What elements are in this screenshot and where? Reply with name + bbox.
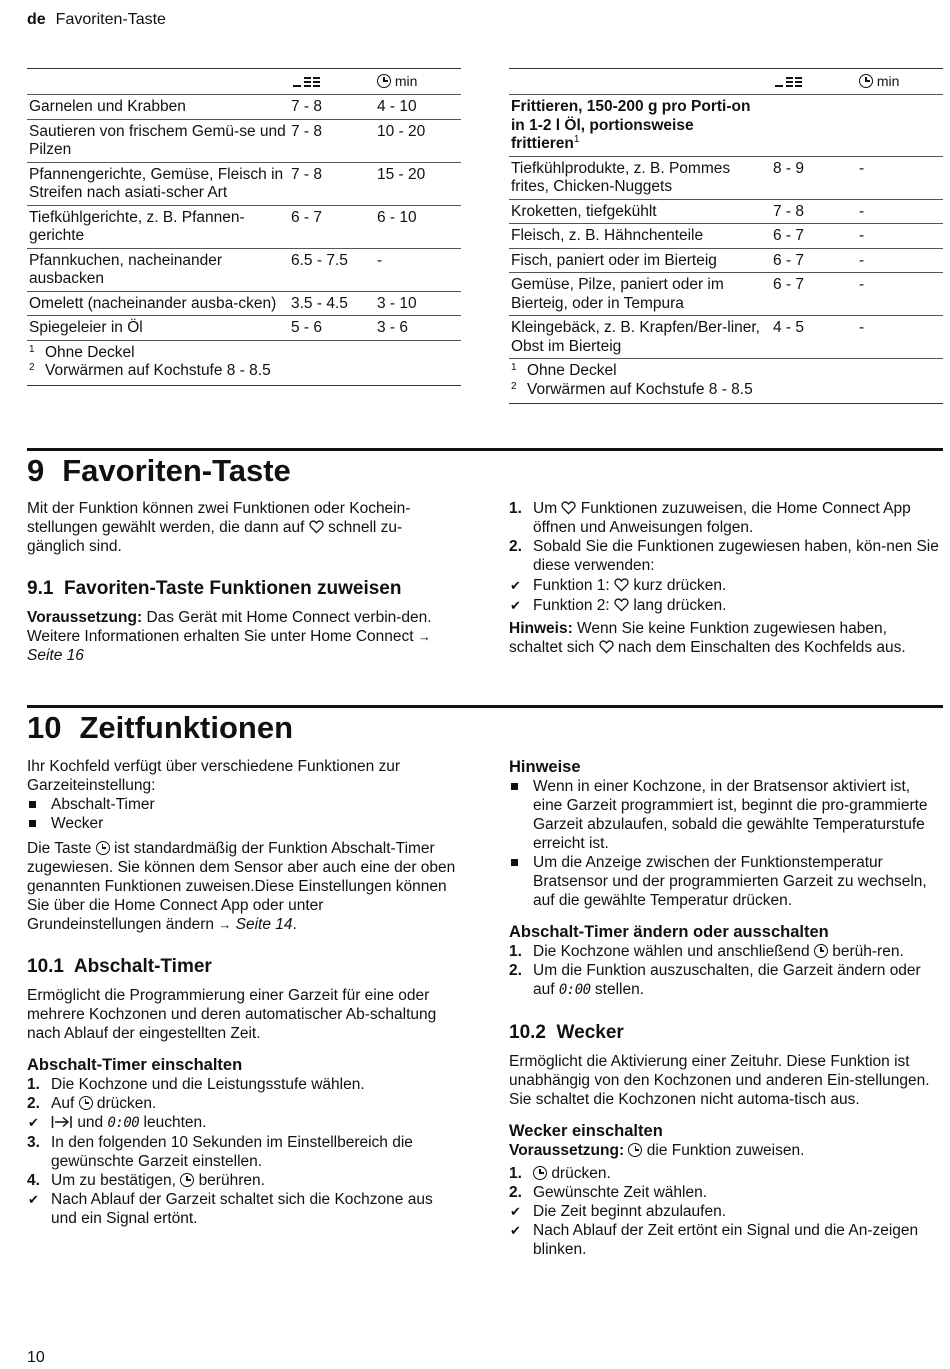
- table-cell-time: 4 - 10: [375, 95, 461, 120]
- list-item: Wecker: [27, 814, 459, 833]
- running-header: [27, 10, 166, 29]
- list-item: 1. Die Kochzone wählen und anschließend berüh-ren.: [509, 943, 904, 960]
- subsection-heading-10-1: 10.1 Abschalt-Timer: [27, 956, 212, 977]
- footnote-text: Vorwärmen auf Kochstufe 8 - 8.5: [527, 380, 753, 398]
- table-group-heading: Frittieren, 150-200 g pro Porti-on in 1-2 l Öl, portionsweise frittieren$^1$: [509, 95, 943, 157]
- table-cell-time: -: [857, 156, 943, 199]
- table-cell-food: Spiegeleier in Öl: [27, 316, 289, 341]
- heat-level-icon: [773, 75, 805, 89]
- wecker-steps: [509, 1164, 941, 1259]
- clock-icon: [814, 944, 828, 958]
- table-cell-time: 6 - 10: [375, 205, 461, 248]
- table-row: [509, 199, 943, 224]
- list-item: Um die Anzeige zwischen der Funktionstemperatur Bratsensor und der programmierten Garzeit zu wechseln, auf die gewählte Temperatur drücken.: [509, 853, 941, 910]
- clock-icon: [377, 74, 391, 88]
- heading-wecker-on: Wecker einschalten: [509, 1122, 663, 1140]
- subsection-heading-10-2: 10.2 Wecker: [509, 1022, 624, 1043]
- sec9-left-column: [27, 499, 459, 665]
- sec10-bullets: [27, 795, 459, 833]
- check-icon: ✔: [510, 578, 521, 593]
- hints-heading: Hinweise: [509, 758, 581, 776]
- list-item: ✔ Nach Ablauf der Zeit ertönt ein Signal und die An-zeigen blinken.: [510, 1222, 919, 1258]
- table-cell-food: Fleisch, z. B. Hähnchenteile: [509, 224, 771, 249]
- heart-icon: [599, 640, 614, 654]
- list-item: Abschalt-Timer: [27, 795, 459, 814]
- table-cell-food: Sautieren von frischem Gemü-se und Pilzen: [27, 119, 289, 162]
- heat-level-icon: [291, 75, 323, 89]
- sec9-note: Hinweis: Wenn Sie keine Funktion zugewiesen haben, schaltet sich nach dem Einschalten des Kochfelds aus.: [509, 620, 906, 656]
- page-number: 10: [27, 1349, 45, 1366]
- table-cell-food: Fisch, paniert oder im Bierteig: [509, 248, 771, 273]
- table-cell-food: Pfannkuchen, nacheinander ausbacken: [27, 248, 289, 291]
- table-cell-level: 7 - 8: [289, 95, 375, 120]
- table-row: [509, 248, 943, 273]
- table-cell-level: 7 - 8: [289, 119, 375, 162]
- language-code: de: [27, 11, 46, 28]
- table-row: [27, 95, 461, 120]
- table-cell-food: Garnelen und Krabben: [27, 95, 289, 120]
- check-icon: ✔: [510, 598, 521, 613]
- table-cell-time: 3 - 10: [375, 291, 461, 316]
- table-cell-level: 5 - 6: [289, 316, 375, 341]
- clock-icon: [533, 1166, 547, 1180]
- table-row: [27, 291, 461, 316]
- display-digits: 0:00: [107, 1115, 140, 1131]
- table-cell-time: -: [857, 199, 943, 224]
- clock-icon: [180, 1173, 194, 1187]
- cooking-table-left: [27, 68, 461, 386]
- table-row: [509, 316, 943, 359]
- table-cell-food: Tiefkühlprodukte, z. B. Pommes frites, Chicken-Nuggets: [509, 156, 771, 199]
- arrow-right-icon: →: [218, 917, 232, 932]
- time-unit: min: [876, 73, 900, 89]
- list-item: 2. Um die Funktion auszuschalten, die Garzeit ändern oder auf 0:00 stellen.: [509, 962, 921, 998]
- arrow-right-icon: →: [417, 629, 431, 644]
- section-heading-10: 10 Zeitfunktionen: [27, 710, 294, 745]
- clock-icon: [628, 1143, 642, 1157]
- timer-arrow-icon: [51, 1115, 73, 1129]
- list-item: ✔ Nach Ablauf der Garzeit schaltet sich die Kochzone aus und ein Signal ertönt.: [28, 1191, 433, 1227]
- sec9-precondition: Voraussetzung: Das Gerät mit Home Connect verbin-den. Weitere Informationen erhalten Sie unter Home Connect → Seite 16: [27, 609, 432, 664]
- heart-icon: [614, 578, 629, 592]
- check-icon: ✔: [510, 1204, 521, 1219]
- heading-timer-change: Abschalt-Timer ändern oder ausschalten: [509, 923, 829, 941]
- table-cell-level: 6 - 7: [771, 224, 857, 249]
- page-reference[interactable]: Seite 14: [235, 916, 293, 933]
- subsection-heading-9-1: 9.1 Favoriten-Taste Funktionen zuweisen: [27, 578, 402, 599]
- cooking-table-right: [509, 68, 943, 404]
- table-row: [27, 162, 461, 205]
- table-row: [27, 205, 461, 248]
- table-row: [27, 248, 461, 291]
- table-cell-level: 3.5 - 4.5: [289, 291, 375, 316]
- table-cell-time: -: [857, 316, 943, 359]
- clock-icon: [96, 841, 110, 855]
- list-item: 3. In den folgenden 10 Sekunden im Einstellbereich die gewünschte Garzeit einstellen.: [27, 1134, 413, 1170]
- timer-change-steps: [509, 942, 941, 1000]
- table-cell-level: 8 - 9: [771, 156, 857, 199]
- sec10-2-text: Ermöglicht die Aktivierung einer Zeituhr. Diese Funktion ist unabhängig von den Kochzonen und anderen Ein-stellungen. Sie schaltet die Kochzonen nicht automa-tisch aus.: [509, 1053, 930, 1108]
- list-item: 2. Sobald Sie die Funktionen zugewiesen haben, kön-nen Sie diese verwenden:: [509, 538, 939, 574]
- heart-icon: [561, 501, 576, 515]
- table-cell-time: -: [857, 248, 943, 273]
- list-item: ✔ Funktion 1: kurz drücken.: [510, 577, 727, 594]
- table-cell-time: 10 - 20: [375, 119, 461, 162]
- list-item: 2. Auf drücken.: [27, 1095, 157, 1112]
- sec9-right-column: [509, 499, 941, 657]
- table-cell-level: 6 - 7: [771, 273, 857, 316]
- table-row: [509, 273, 943, 316]
- table-cell-food: Tiefkühlgerichte, z. B. Pfannen-gerichte: [27, 205, 289, 248]
- table-cell-level: 6 - 7: [289, 205, 375, 248]
- heading-timer-on: Abschalt-Timer einschalten: [27, 1056, 243, 1074]
- check-icon: ✔: [510, 1223, 521, 1238]
- list-item: 1. Um Funktionen zuzuweisen, die Home Connect App öffnen und Anweisungen folgen.: [509, 500, 911, 536]
- list-item: 1. Die Kochzone und die Leistungsstufe wählen.: [27, 1076, 365, 1093]
- page-reference[interactable]: Seite 16: [27, 647, 84, 664]
- table-cell-time: -: [857, 224, 943, 249]
- clock-icon: [79, 1096, 93, 1110]
- display-digits: 0:00: [558, 982, 591, 998]
- footnote-text: Vorwärmen auf Kochstufe 8 - 8.5: [45, 362, 271, 379]
- table-cell-time: 3 - 6: [375, 316, 461, 341]
- sec10-left-column: [27, 757, 459, 1228]
- table-row: [27, 119, 461, 162]
- sec9-intro: Mit der Funktion können zwei Funktionen oder Kochein-stellungen gewählt werden, die dann auf schnell zu-gänglich sind.: [27, 500, 411, 555]
- table-cell-level: 7 - 8: [289, 162, 375, 205]
- table-row: [27, 316, 461, 341]
- hints-list: [509, 777, 941, 910]
- sec9-steps: [509, 499, 941, 615]
- list-item: ✔ Die Zeit beginnt abzulaufen.: [510, 1203, 727, 1220]
- table-footnotes: 1 Ohne Deckel 2 Vorwärmen auf Kochstufe 8 - 8.5: [27, 340, 461, 385]
- section-heading-9: 9 Favoriten-Taste: [27, 453, 291, 488]
- table-cell-food: Kleingebäck, z. B. Krapfen/Ber-liner, Obst im Bierteig: [509, 316, 771, 359]
- section-rule: [27, 448, 943, 451]
- time-unit: min: [394, 73, 418, 89]
- footnote-text: Ohne Deckel: [527, 362, 617, 379]
- list-item: ✔ und 0:00 leuchten.: [28, 1114, 207, 1131]
- table-cell-food: Kroketten, tiefgekühlt: [509, 199, 771, 224]
- heart-icon: [614, 598, 629, 612]
- table-row: [509, 224, 943, 249]
- wecker-precondition: Voraussetzung: die Funktion zuweisen.: [509, 1142, 805, 1159]
- check-icon: ✔: [28, 1192, 39, 1207]
- table-cell-food: Pfannengerichte, Gemüse, Fleisch in Streifen nach asiati-scher Art: [27, 162, 289, 205]
- list-item: ✔ Funktion 2: lang drücken.: [510, 597, 727, 614]
- check-icon: ✔: [28, 1115, 39, 1130]
- table-footnotes: 1 Ohne Deckel 2 Vorwärmen auf Kochstufe 8 - 8.5: [509, 359, 943, 404]
- heart-icon: [309, 520, 324, 534]
- list-item: 1. drücken.: [509, 1165, 611, 1182]
- clock-icon: [859, 74, 873, 88]
- sec10-paragraph: Die Taste ist standardmäßig der Funktion Abschalt-Timer zugewiesen. Sie können dem Sensor aber auch eine der oben genannten Funktionen zuweisen.Diese Einstellungen können Sie über die Home Connect App oder unter Grundeinstellungen ändern → Seite 14.: [27, 840, 456, 933]
- timer-on-steps: [27, 1075, 459, 1228]
- sec10-1-text: Ermöglicht die Programmierung einer Garzeit für eine oder mehrere Kochzonen und deren automatischer Ab-schaltung nach Ablauf der eingestellten Zeit.: [27, 987, 437, 1042]
- table-cell-level: 6 - 7: [771, 248, 857, 273]
- table-cell-time: -: [857, 273, 943, 316]
- list-item: Wenn in einer Kochzone, in der Bratsensor aktiviert ist, eine Garzeit programmiert ist, beginnt die pro-grammierte Garzeit abzulaufen, sobald die gewählte Temperaturstufe erreicht ist.: [509, 777, 941, 853]
- table-cell-level: 7 - 8: [771, 199, 857, 224]
- table-cell-level: 4 - 5: [771, 316, 857, 359]
- footnote-text: Ohne Deckel: [45, 343, 135, 361]
- table-cell-food: Gemüse, Pilze, paniert oder im Bierteig, oder in Tempura: [509, 273, 771, 316]
- table-cell-time: 15 - 20: [375, 162, 461, 205]
- table-row: [509, 156, 943, 199]
- header-title: Favoriten-Taste: [55, 11, 166, 28]
- table-cell-time: -: [375, 248, 461, 291]
- table-cell-food: Omelett (nacheinander ausba-cken): [27, 291, 289, 316]
- sec10-intro: Ihr Kochfeld verfügt über verschiedene Funktionen zur Garzeiteinstellung:: [27, 758, 401, 794]
- section-rule: [27, 705, 943, 708]
- list-item: 2. Gewünschte Zeit wählen.: [509, 1184, 708, 1201]
- table-cell-level: 6.5 - 7.5: [289, 248, 375, 291]
- list-item: 4. Um zu bestätigen, berühren.: [27, 1172, 265, 1189]
- sec10-right-column: [509, 757, 941, 1259]
